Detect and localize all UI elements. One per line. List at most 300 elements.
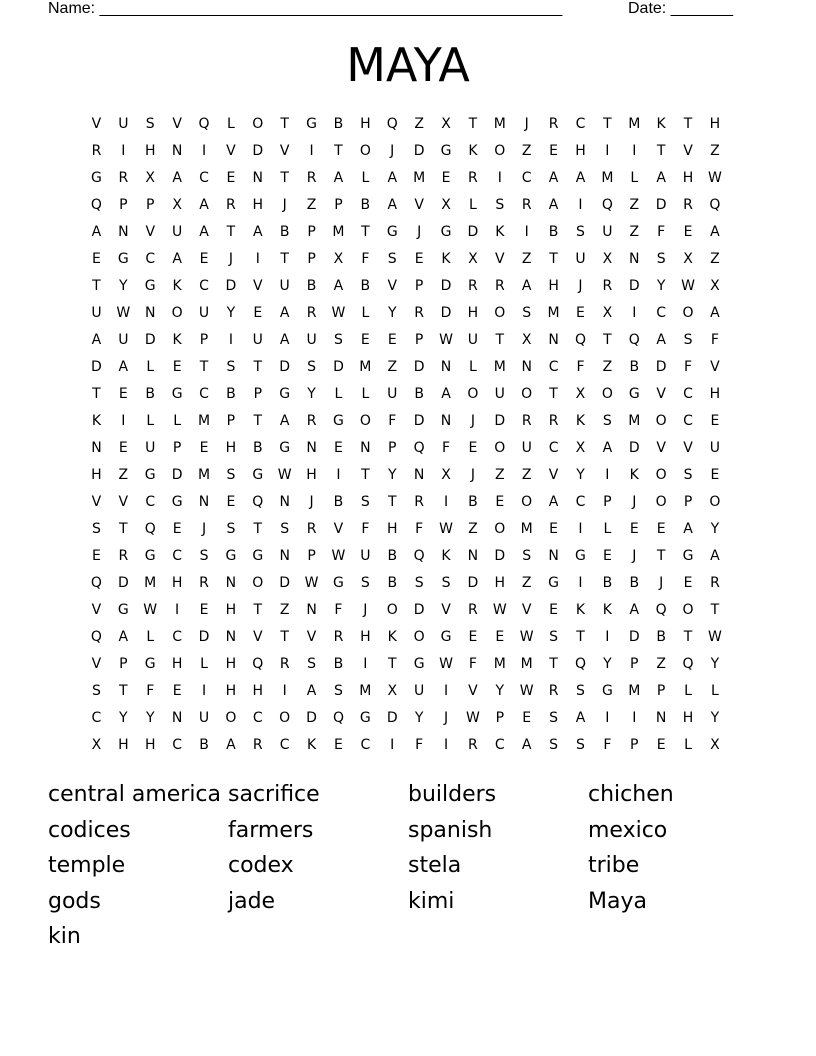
grid-letter[interactable]: H — [225, 656, 237, 672]
grid-letter[interactable]: O — [521, 386, 533, 402]
grid-letter[interactable]: S — [360, 575, 370, 591]
grid-letter[interactable]: Z — [656, 656, 666, 672]
grid-letter[interactable]: D — [198, 629, 210, 645]
grid-letter[interactable]: W — [143, 602, 158, 618]
grid-letter[interactable]: B — [414, 386, 424, 402]
grid-letter[interactable]: F — [684, 359, 693, 375]
grid-letter[interactable]: T — [495, 332, 505, 348]
grid-letter[interactable]: G — [440, 629, 452, 645]
grid-letter[interactable]: X — [333, 251, 344, 267]
grid-letter[interactable]: K — [172, 332, 182, 348]
grid-letter[interactable]: A — [602, 440, 613, 456]
grid-letter[interactable]: T — [253, 602, 263, 618]
grid-letter[interactable]: H — [171, 656, 183, 672]
grid-letter[interactable]: O — [386, 602, 398, 618]
grid-letter[interactable]: F — [415, 737, 424, 753]
grid-letter[interactable]: E — [199, 602, 209, 618]
grid-letter[interactable]: L — [630, 170, 639, 186]
grid-letter[interactable]: P — [146, 197, 155, 213]
grid-letter[interactable]: G — [682, 548, 694, 564]
grid-letter[interactable]: T — [119, 683, 128, 699]
grid-letter[interactable]: E — [495, 629, 505, 645]
grid-letter[interactable]: D — [628, 440, 640, 456]
grid-letter[interactable]: P — [307, 548, 316, 564]
grid-letter[interactable]: V — [118, 494, 129, 510]
grid-letter[interactable]: O — [467, 386, 479, 402]
grid-letter[interactable]: D — [655, 197, 667, 213]
grid-letter[interactable]: C — [91, 710, 102, 726]
grid-letter[interactable]: K — [602, 602, 612, 618]
grid-letter[interactable]: X — [683, 251, 693, 267]
grid-letter[interactable]: P — [630, 656, 639, 672]
grid-letter[interactable]: Q — [413, 440, 425, 456]
grid-letter[interactable]: E — [253, 305, 263, 321]
grid-letter[interactable]: U — [602, 224, 613, 240]
grid-letter[interactable]: D — [252, 143, 264, 159]
grid-letter[interactable]: O — [413, 629, 425, 645]
grid-letter[interactable]: E — [441, 170, 451, 186]
grid-letter[interactable]: J — [470, 413, 475, 429]
grid-letter[interactable]: L — [361, 386, 370, 402]
grid-letter[interactable]: Z — [710, 143, 720, 159]
grid-letter[interactable]: E — [172, 521, 182, 537]
date-field-label[interactable]: Date: _______ — [628, 0, 733, 17]
grid-letter[interactable]: W — [304, 575, 319, 591]
grid-letter[interactable]: S — [549, 629, 559, 645]
grid-letter[interactable]: G — [225, 548, 237, 564]
grid-letter[interactable]: F — [468, 656, 477, 672]
grid-letter[interactable]: S — [549, 710, 559, 726]
grid-letter[interactable]: F — [603, 737, 612, 753]
grid-letter[interactable]: V — [91, 602, 102, 618]
grid-letter[interactable]: V — [548, 467, 559, 483]
grid-letter[interactable]: D — [628, 629, 640, 645]
grid-letter[interactable]: F — [657, 224, 666, 240]
grid-letter[interactable]: Y — [387, 305, 397, 321]
grid-letter[interactable]: U — [198, 710, 210, 726]
grid-letter[interactable]: V — [91, 116, 102, 132]
grid-letter[interactable]: C — [494, 737, 505, 753]
grid-letter[interactable]: U — [387, 386, 398, 402]
grid-letter[interactable]: P — [307, 224, 316, 240]
grid-letter[interactable]: G — [628, 386, 640, 402]
grid-letter[interactable]: Z — [387, 359, 398, 375]
grid-letter[interactable]: J — [632, 494, 637, 510]
grid-letter[interactable]: T — [710, 602, 720, 618]
grid-letter[interactable]: T — [576, 629, 585, 645]
grid-letter[interactable]: A — [656, 170, 666, 186]
grid-letter[interactable]: Z — [279, 602, 290, 618]
grid-letter[interactable]: T — [603, 116, 612, 132]
grid-letter[interactable]: D — [467, 575, 479, 591]
grid-letter[interactable]: S — [92, 521, 101, 537]
grid-letter[interactable]: Y — [656, 278, 666, 294]
grid-letter[interactable]: D — [413, 359, 425, 375]
grid-letter[interactable]: D — [655, 359, 667, 375]
grid-letter[interactable]: A — [226, 737, 236, 753]
grid-letter[interactable]: R — [414, 305, 424, 321]
grid-letter[interactable]: L — [200, 656, 208, 672]
grid-letter[interactable]: A — [199, 197, 209, 213]
grid-letter[interactable]: H — [494, 575, 506, 591]
grid-letter[interactable]: I — [632, 710, 637, 726]
grid-letter[interactable]: P — [603, 494, 612, 510]
grid-letter[interactable]: T — [361, 224, 370, 240]
grid-letter[interactable]: S — [414, 575, 424, 591]
grid-letter[interactable]: C — [199, 278, 209, 294]
grid-letter[interactable]: F — [576, 359, 585, 375]
grid-letter[interactable]: H — [360, 116, 371, 132]
grid-letter[interactable]: N — [306, 602, 317, 618]
grid-letter[interactable]: T — [334, 143, 343, 159]
grid-letter[interactable]: H — [360, 629, 371, 645]
grid-letter[interactable]: B — [656, 629, 666, 645]
grid-letter[interactable]: P — [630, 737, 639, 753]
grid-letter[interactable]: U — [91, 305, 102, 321]
grid-letter[interactable]: Y — [414, 710, 424, 726]
grid-letter[interactable]: A — [548, 494, 559, 510]
grid-letter[interactable]: O — [709, 494, 721, 510]
grid-letter[interactable]: H — [144, 737, 156, 753]
grid-letter[interactable]: H — [548, 278, 559, 294]
grid-letter[interactable]: M — [144, 575, 157, 591]
grid-letter[interactable]: P — [683, 494, 693, 510]
grid-letter[interactable]: H — [709, 386, 721, 402]
grid-letter[interactable]: S — [226, 359, 236, 375]
grid-letter[interactable]: D — [306, 710, 317, 726]
grid-letter[interactable]: K — [575, 413, 586, 429]
grid-letter[interactable]: F — [146, 683, 155, 699]
grid-letter[interactable]: E — [92, 548, 101, 564]
grid-letter[interactable]: U — [279, 278, 290, 294]
grid-letter[interactable]: R — [468, 170, 478, 186]
grid-letter[interactable]: R — [306, 521, 317, 537]
grid-letter[interactable]: G — [117, 251, 129, 267]
grid-letter[interactable]: A — [548, 197, 559, 213]
grid-letter[interactable]: K — [468, 143, 478, 159]
grid-letter[interactable]: B — [548, 224, 559, 240]
grid-letter[interactable]: N — [144, 305, 156, 321]
grid-letter[interactable]: Q — [332, 710, 344, 726]
grid-letter[interactable]: L — [684, 737, 692, 753]
grid-letter[interactable]: U — [171, 224, 183, 240]
grid-letter[interactable]: C — [252, 710, 263, 726]
grid-letter[interactable]: D — [494, 413, 506, 429]
grid-letter[interactable]: T — [119, 521, 128, 537]
grid-letter[interactable]: N — [548, 548, 559, 564]
grid-letter[interactable]: T — [280, 170, 289, 186]
grid-letter[interactable]: G — [359, 710, 371, 726]
grid-letter[interactable]: V — [441, 602, 451, 618]
grid-letter[interactable]: M — [332, 224, 345, 240]
grid-letter[interactable]: A — [521, 737, 532, 753]
grid-letter[interactable]: U — [118, 332, 129, 348]
grid-letter[interactable]: N — [413, 467, 425, 483]
grid-letter[interactable]: I — [201, 143, 207, 159]
grid-letter[interactable]: Q — [144, 521, 156, 537]
grid-letter[interactable]: R — [468, 737, 478, 753]
grid-letter[interactable]: L — [334, 386, 343, 402]
grid-letter[interactable]: A — [172, 170, 182, 186]
grid-letter[interactable]: E — [468, 440, 478, 456]
grid-letter[interactable]: J — [363, 602, 368, 618]
grid-letter[interactable]: T — [253, 413, 263, 429]
grid-letter[interactable]: J — [578, 278, 583, 294]
grid-letter[interactable]: X — [468, 251, 478, 267]
grid-letter[interactable]: A — [710, 548, 720, 564]
grid-letter[interactable]: V — [306, 629, 317, 645]
grid-letter[interactable]: A — [575, 710, 586, 726]
grid-letter[interactable]: H — [709, 116, 721, 132]
grid-letter[interactable]: H — [171, 575, 183, 591]
grid-letter[interactable]: K — [575, 602, 586, 618]
grid-letter[interactable]: W — [331, 305, 346, 321]
grid-letter[interactable]: W — [116, 305, 131, 321]
grid-letter[interactable]: N — [198, 494, 210, 510]
grid-letter[interactable]: R — [118, 170, 129, 186]
grid-letter[interactable]: V — [495, 251, 505, 267]
grid-letter[interactable]: F — [441, 440, 451, 456]
grid-letter[interactable]: S — [522, 305, 532, 321]
grid-letter[interactable]: W — [519, 683, 534, 699]
grid-letter[interactable]: A — [710, 305, 720, 321]
grid-letter[interactable]: X — [602, 251, 613, 267]
grid-letter[interactable]: W — [277, 467, 292, 483]
grid-letter[interactable]: P — [199, 332, 209, 348]
grid-letter[interactable]: B — [468, 494, 478, 510]
grid-letter[interactable]: A — [333, 278, 344, 294]
grid-letter[interactable]: G — [279, 386, 291, 402]
grid-letter[interactable]: S — [92, 683, 101, 699]
grid-letter[interactable]: C — [656, 305, 667, 321]
grid-letter[interactable]: V — [279, 143, 290, 159]
grid-letter[interactable]: G — [171, 386, 183, 402]
grid-letter[interactable]: W — [331, 548, 346, 564]
grid-letter[interactable]: Q — [709, 197, 721, 213]
grid-letter[interactable]: L — [146, 359, 155, 375]
grid-letter[interactable]: D — [413, 602, 425, 618]
grid-letter[interactable]: P — [388, 440, 397, 456]
grid-letter[interactable]: A — [656, 332, 666, 348]
grid-letter[interactable]: F — [361, 251, 370, 267]
grid-letter[interactable]: D — [467, 224, 479, 240]
grid-letter[interactable]: I — [524, 224, 529, 240]
grid-letter[interactable]: C — [575, 116, 586, 132]
grid-letter[interactable]: T — [387, 656, 397, 672]
grid-letter[interactable]: Y — [576, 467, 585, 483]
grid-letter[interactable]: S — [549, 737, 559, 753]
grid-letter[interactable]: S — [145, 116, 155, 132]
grid-letter[interactable]: T — [280, 629, 289, 645]
grid-letter[interactable]: B — [226, 386, 236, 402]
grid-letter[interactable]: Q — [90, 197, 102, 213]
grid-letter[interactable]: E — [683, 224, 693, 240]
grid-letter[interactable]: S — [602, 413, 612, 429]
grid-letter[interactable]: A — [199, 224, 209, 240]
grid-letter[interactable]: B — [333, 656, 344, 672]
grid-letter[interactable]: X — [145, 170, 156, 186]
grid-letter[interactable]: G — [171, 494, 183, 510]
grid-letter[interactable]: H — [386, 521, 398, 537]
grid-letter[interactable]: X — [172, 197, 182, 213]
grid-letter[interactable]: E — [629, 521, 639, 537]
grid-letter[interactable]: S — [576, 737, 585, 753]
grid-letter[interactable]: O — [682, 602, 694, 618]
grid-letter[interactable]: O — [655, 413, 667, 429]
grid-letter[interactable]: T — [226, 224, 236, 240]
grid-letter[interactable]: G — [117, 602, 129, 618]
grid-letter[interactable]: E — [92, 251, 101, 267]
grid-letter[interactable]: J — [417, 224, 422, 240]
grid-letter[interactable]: V — [91, 656, 102, 672]
grid-letter[interactable]: O — [225, 710, 237, 726]
grid-letter[interactable]: H — [467, 305, 479, 321]
grid-letter[interactable]: T — [253, 359, 263, 375]
grid-letter[interactable]: Q — [682, 656, 694, 672]
grid-letter[interactable]: V — [387, 278, 398, 294]
grid-letter[interactable]: D — [279, 359, 291, 375]
grid-letter[interactable]: A — [172, 251, 182, 267]
grid-letter[interactable]: H — [252, 197, 264, 213]
grid-letter[interactable]: G — [548, 575, 560, 591]
grid-letter[interactable]: J — [282, 197, 287, 213]
grid-letter[interactable]: D — [117, 575, 129, 591]
grid-letter[interactable]: Z — [118, 467, 129, 483]
grid-letter[interactable]: H — [225, 683, 237, 699]
grid-letter[interactable]: R — [279, 656, 290, 672]
grid-letter[interactable]: F — [361, 521, 370, 537]
grid-letter[interactable]: O — [359, 143, 371, 159]
grid-letter[interactable]: O — [494, 143, 506, 159]
grid-letter[interactable]: X — [575, 386, 586, 402]
grid-letter[interactable]: C — [548, 359, 559, 375]
grid-letter[interactable]: A — [118, 359, 129, 375]
grid-letter[interactable]: Q — [252, 656, 264, 672]
grid-letter[interactable]: T — [199, 359, 209, 375]
grid-letter[interactable]: O — [279, 710, 291, 726]
grid-letter[interactable]: U — [118, 116, 129, 132]
grid-letter[interactable]: O — [252, 575, 264, 591]
grid-letter[interactable]: I — [121, 413, 126, 429]
grid-letter[interactable]: B — [387, 548, 398, 564]
grid-letter[interactable]: I — [282, 683, 287, 699]
grid-letter[interactable]: A — [118, 629, 129, 645]
grid-letter[interactable]: R — [118, 548, 129, 564]
grid-letter[interactable]: O — [252, 116, 264, 132]
grid-letter[interactable]: K — [91, 413, 102, 429]
grid-letter[interactable]: U — [198, 305, 210, 321]
grid-letter[interactable]: R — [710, 575, 720, 591]
grid-letter[interactable]: R — [548, 413, 559, 429]
grid-letter[interactable]: Q — [252, 494, 264, 510]
grid-letter[interactable]: D — [628, 278, 640, 294]
grid-letter[interactable]: M — [628, 116, 641, 132]
grid-letter[interactable]: S — [226, 467, 236, 483]
grid-letter[interactable]: E — [549, 143, 559, 159]
grid-letter[interactable]: E — [387, 332, 397, 348]
grid-letter[interactable]: Z — [521, 575, 532, 591]
grid-letter[interactable]: V — [253, 278, 263, 294]
grid-letter[interactable]: M — [197, 467, 211, 483]
grid-letter[interactable]: W — [492, 602, 507, 618]
grid-letter[interactable]: R — [683, 197, 693, 213]
grid-letter[interactable]: T — [92, 386, 101, 402]
grid-letter[interactable]: K — [387, 629, 397, 645]
grid-letter[interactable]: D — [171, 467, 183, 483]
grid-letter[interactable]: V — [333, 521, 344, 537]
grid-letter[interactable]: S — [226, 521, 236, 537]
grid-letter[interactable]: O — [494, 440, 506, 456]
grid-letter[interactable]: C — [279, 737, 290, 753]
grid-letter[interactable]: L — [146, 629, 155, 645]
grid-letter[interactable]: U — [575, 251, 586, 267]
grid-letter[interactable]: V — [656, 386, 666, 402]
grid-letter[interactable]: C — [145, 494, 156, 510]
grid-letter[interactable]: V — [521, 602, 532, 618]
grid-letter[interactable]: Q — [601, 197, 613, 213]
grid-letter[interactable]: V — [683, 143, 693, 159]
grid-letter[interactable]: S — [576, 224, 585, 240]
grid-letter[interactable]: R — [494, 278, 505, 294]
grid-letter[interactable]: U — [414, 683, 425, 699]
grid-letter[interactable]: P — [414, 278, 424, 294]
grid-letter[interactable]: E — [172, 683, 182, 699]
grid-letter[interactable]: O — [682, 305, 694, 321]
grid-letter[interactable]: X — [91, 737, 102, 753]
grid-letter[interactable]: Y — [710, 656, 720, 672]
grid-letter[interactable]: I — [605, 467, 610, 483]
grid-letter[interactable]: K — [172, 278, 182, 294]
grid-letter[interactable]: R — [521, 413, 532, 429]
grid-letter[interactable]: V — [226, 143, 236, 159]
grid-letter[interactable]: B — [279, 224, 290, 240]
grid-letter[interactable]: O — [655, 467, 667, 483]
grid-letter[interactable]: G — [144, 278, 156, 294]
grid-letter[interactable]: N — [655, 710, 667, 726]
grid-letter[interactable]: W — [465, 710, 480, 726]
grid-letter[interactable]: M — [197, 413, 211, 429]
grid-letter[interactable]: Z — [414, 116, 424, 132]
grid-letter[interactable]: U — [709, 440, 721, 456]
grid-letter[interactable]: S — [683, 332, 693, 348]
grid-letter[interactable]: A — [575, 170, 586, 186]
grid-letter[interactable]: G — [252, 548, 264, 564]
grid-letter[interactable]: Y — [119, 278, 128, 294]
grid-letter[interactable]: B — [333, 494, 344, 510]
grid-letter[interactable]: M — [520, 521, 533, 537]
grid-letter[interactable]: E — [360, 332, 370, 348]
grid-letter[interactable]: W — [439, 521, 453, 537]
grid-letter[interactable]: F — [710, 332, 719, 348]
grid-letter[interactable]: H — [225, 602, 237, 618]
grid-letter[interactable]: B — [252, 440, 263, 456]
grid-letter[interactable]: N — [91, 440, 102, 456]
grid-letter[interactable]: M — [628, 683, 641, 699]
grid-letter[interactable]: H — [306, 467, 317, 483]
grid-letter[interactable]: A — [387, 170, 398, 186]
grid-letter[interactable]: K — [656, 116, 666, 132]
grid-letter[interactable]: H — [682, 710, 694, 726]
grid-letter[interactable]: E — [656, 737, 666, 753]
grid-letter[interactable]: B — [360, 278, 371, 294]
grid-letter[interactable]: M — [493, 656, 506, 672]
grid-letter[interactable]: R — [602, 278, 613, 294]
grid-letter[interactable]: G — [279, 440, 291, 456]
grid-letter[interactable]: T — [92, 278, 101, 294]
grid-letter[interactable]: J — [470, 467, 475, 483]
grid-letter[interactable]: E — [522, 710, 532, 726]
grid-letter[interactable]: S — [441, 575, 451, 591]
